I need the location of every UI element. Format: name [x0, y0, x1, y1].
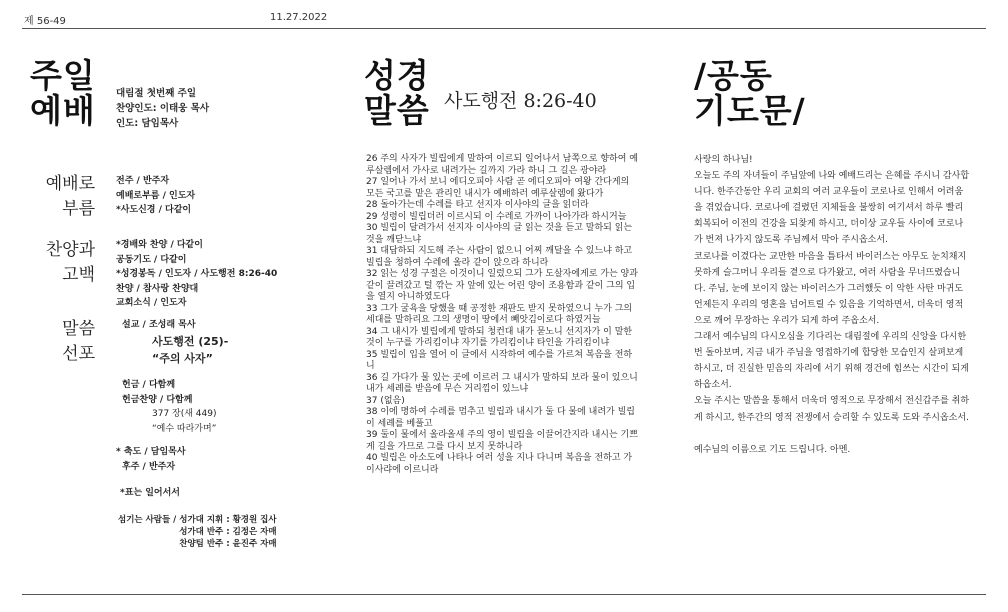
- verse: 35 빌립이 입을 열어 이 글에서 시작하여 예수를 가르쳐 복음을 전하니: [366, 349, 633, 371]
- verse: 36 길 가다가 물 있는 곳에 이르러 그 내시가 말하되 보라 물이 있으니 내가 세례를 받음에 무슨 거리낌이 있느냐: [366, 372, 638, 394]
- prayer-paragraph: [694, 426, 970, 442]
- list-item: 전주 / 반주자: [116, 176, 170, 186]
- bulletin-date: 11.27.2022: [270, 12, 328, 23]
- verse: 27 일어나 가서 보니 에디오피아 사람 곧 에디오피아 여왕 간다게의 모든 국고를 맡은 관리인 내시가 예배하러 예루살렘에 왔다가: [366, 177, 630, 199]
- list-item: *사도신경 / 다같이: [116, 205, 192, 215]
- verse: 33 그가 굴욕을 당했을 때 공정한 재판도 받지 못하였으니 누가 그의 세대를 말하리요 그의 생명이 땅에서 빼앗김이로다 하였거늘: [366, 303, 633, 325]
- verse: 28 돌아가는데 수레를 타고 선지자 이사야의 글을 읽더라: [366, 200, 589, 210]
- verse: 39 둘이 물에서 올라올새 주의 영이 빌립을 이끌어간지라 내시는 기쁘게 길을 가므로 그를 다시 보지 못하니라: [366, 430, 638, 452]
- list-item: *성경봉독 / 인도자 / 사도행전 8:26-40: [116, 269, 278, 279]
- prayer-paragraph: 오늘 주시는 말씀을 통해서 더욱더 영적으로 무장해서 전신갑주를 취하게 하시고, 한주간의 영적 전쟁에서 승리할 수 있도록 도와 주시옵소서.: [694, 396, 970, 423]
- service-leader: 인도: 담임목사: [116, 118, 179, 129]
- verse: 31 대답하되 지도해 주는 사람이 없으니 어찌 깨달을 수 있느냐 하고 빌립을 청하여 수레에 올라 같이 앉으라 하니라: [366, 246, 633, 268]
- standing-note: *표는 일어서서: [120, 488, 181, 498]
- servers-list: 섬기는 사람들 / 성가대 지휘 : 황경원 집사 성가대 반주 : 김정은 자매 찬양팀 반주 : 윤진주 자매: [118, 515, 277, 549]
- prayer-paragraph: 오늘도 주의 자녀들이 주님앞에 나와 예배드리는 은혜를 주시니 감사합니다. 한주간동안 우리 교회의 여러 교우들이 코로나로 인해서 어려움을 겪었습니다. 코로나에 걸렸던 지체들을 불쌍히 여기셔서 하루 빨리 회복되어 이전의 건강을 되찾게 하시고, 더이상 교우들 사이에 코로나가 번져 나가지 않도록 주님께서 막아 주시옵소서.: [694, 171, 970, 246]
- scripture-verses: [366, 154, 638, 476]
- worship-info: [116, 86, 209, 131]
- prayer-text: [694, 152, 970, 458]
- prayer-paragraph: 그래서 예수님의 다시오심을 기다리는 대림절에 우리의 신앙을 다시한번 돌아보며, 지금 내가 주님을 영접하기에 합당한 모습인지 살펴보게 하시고, 더 진실한 믿음의 자리에 서기 위해 경건에 힘쓰는 시간이 되게 하옵소서.: [694, 332, 969, 391]
- section-label-sermon: 말씀 선포: [62, 319, 95, 364]
- sermon-preacher: 설교 / 조성래 목사: [122, 320, 196, 330]
- section-praise-items: [116, 238, 277, 311]
- praise-leader: 찬양인도: 이태웅 목사: [116, 103, 210, 114]
- verse: 34 그 내시가 빌립에게 말하되 청컨대 내가 묻노니 선지자가 이 말한 것이 누구를 가리킴이냐 자기를 가리킴이냐 타인을 가리킴이냐: [366, 326, 633, 348]
- closing-items: * 축도 / 담임목사 후주 / 반주자: [116, 447, 186, 472]
- worship-title: 주일 예배: [30, 56, 96, 130]
- verse: 38 이에 명하여 수레를 멈추고 빌립과 내시가 둘 다 물에 내려가 빌립이 세례를 베풀고: [366, 407, 635, 429]
- offering-hymn: 377 장(새 449) “예수 따라가며”: [152, 409, 217, 434]
- list-item: *경배와 찬양 / 다같이: [116, 240, 203, 250]
- liturgical-day: 대림절 첫번째 주일: [116, 88, 197, 99]
- prayer-paragraph: 사랑의 하나님!: [694, 155, 753, 165]
- bottom-divider: [22, 594, 986, 595]
- list-item: 찬양 / 참사랑 찬양대: [116, 283, 199, 294]
- scripture-title: 성경 말씀: [364, 56, 430, 130]
- prayer-paragraph: 예수님의 이름으로 기도 드립니다. 아멘.: [694, 444, 851, 455]
- verse: 30 빌립이 달려가서 선지자 이사야의 글 읽는 것을 듣고 말하되 읽는 것을 깨닫느냐: [366, 223, 633, 245]
- prayer-paragraph: 코로나를 이겼다는 교만한 마음을 틈타서 바이러스는 아무도 눈치채지 못하게 슬그머니 우리들 곁으로 다가왔고, 여러 사람을 무너뜨렸습니다. 주님, 눈에 보이지 않는 바이러스가 그러했듯 이 악한 사탄 마귀도 언제든지 우리의 영혼을 넘어트릴 수 있음을 기억하면서, 더욱더 영적으로 깨어 무장하는 우리가 되게 하여 주옵소서.: [694, 251, 967, 326]
- section-label-praise: 찬양과 고백: [45, 240, 95, 285]
- prayer-title: /공동 기도문/: [694, 56, 806, 130]
- offering: 헌금 / 다함께 헌금찬양 / 다함께: [122, 380, 193, 405]
- verse: 29 성령이 빌립더러 이르시되 이 수레로 가까이 나아가라 하시거늘: [366, 211, 627, 222]
- section-label-call: 예배로 부름: [45, 174, 95, 219]
- scripture-reference: 사도행전 8:26-40: [444, 90, 597, 112]
- sermon-title: 사도행전 (25)- “주의 사자”: [152, 335, 229, 365]
- list-item: 교회소식 / 인도자: [116, 298, 187, 308]
- verse: 32 읽는 성경 구절은 이것이니 일렀으되 그가 도살자에게로 가는 양과 같이 끌려갔고 털 깎는 자 앞에 있는 어린 양이 조용함과 같이 그의 입을 열지 아니하였도다: [366, 269, 638, 302]
- section-call-items: [116, 174, 195, 218]
- issue-number: 제 56-49: [24, 16, 66, 27]
- top-divider: [22, 28, 986, 29]
- verse: 37 (없음): [366, 395, 405, 406]
- list-item: 공동기도 / 다같이: [116, 254, 187, 265]
- verse: 26 주의 사자가 빌립에게 말하여 이르되 일어나서 남쪽으로 향하여 예루살렘에서 가사로 내려가는 길까지 가라 하니 그 길은 광야라: [366, 154, 638, 176]
- verse: 40 빌립은 아소도에 나타나 여러 성을 지나 다니며 복음을 전하고 가이사랴에 이르니라: [366, 453, 633, 475]
- list-item: 예배로부름 / 인도자: [116, 190, 196, 201]
